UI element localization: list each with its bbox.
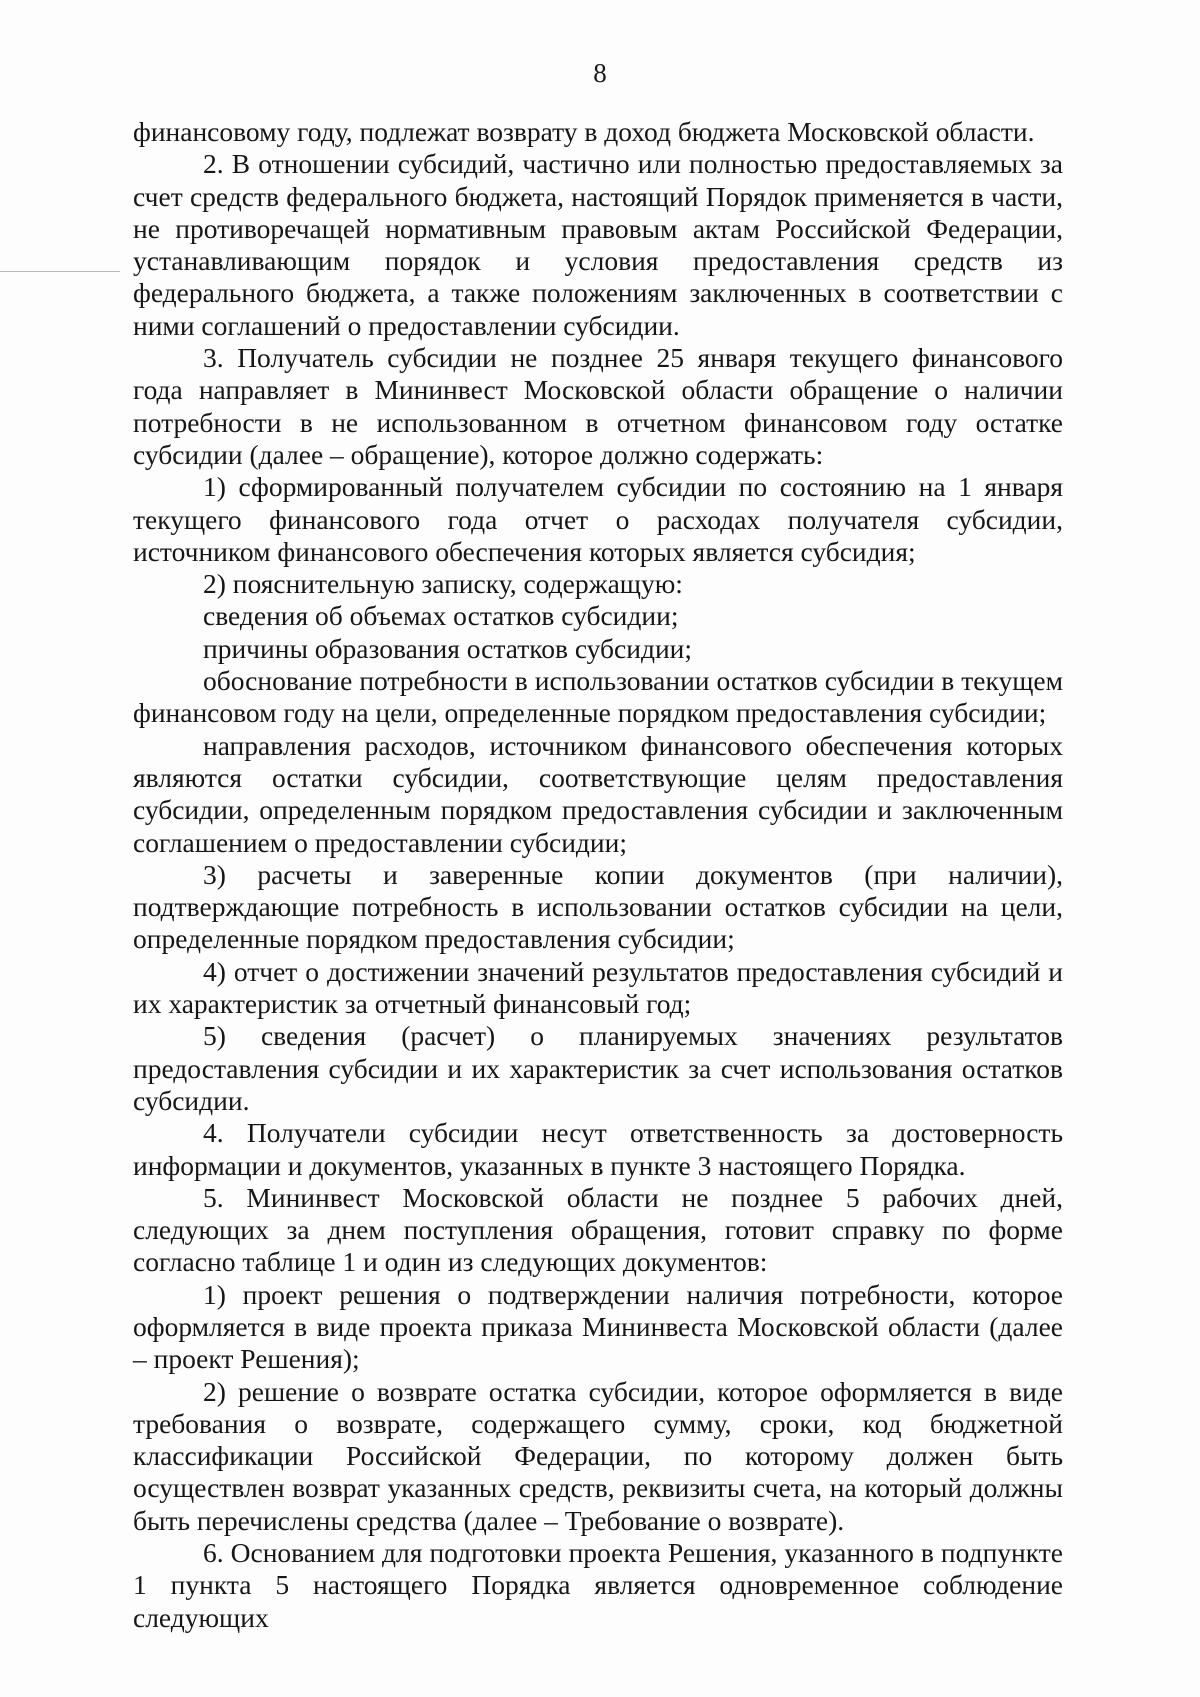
paragraph: 1) сформированный получателем субсидии по состоянию на 1 января текущего финансового года отчет о расходах получателя субсидии, источником финансового обеспечения которых является субсидия; bbox=[133, 471, 1063, 567]
paragraph: 5) сведения (расчет) о планируемых значениях результатов предоставления субсидии и их характеристик за счет использования остатков субсидии. bbox=[133, 1020, 1063, 1116]
paragraph: 6. Основанием для подготовки проекта Решения, указанного в подпункте 1 пункта 5 настоящего Порядка является одновременное соблюдение следующих bbox=[133, 1537, 1063, 1633]
scan-artifact-line bbox=[0, 271, 120, 272]
paragraph: 1) проект решения о подтверждении наличия потребности, которое оформляется в виде проекта приказа Мининвеста Московской области (далее – проект Решения); bbox=[133, 1278, 1063, 1375]
paragraph: сведения об объемах остатков субсидии; bbox=[203, 600, 679, 632]
paragraph: обоснование потребности в использовании остатков субсидии в текущем финансовом году на цели, определенные порядком предоставления субсидии; bbox=[133, 665, 1063, 729]
paragraph: причины образования остатков субсидии; bbox=[203, 632, 693, 664]
paragraph: 4. Получатели субсидии несут ответственность за достоверность информации и документов, указанных в пункте 3 настоящего Порядка. bbox=[133, 1117, 1063, 1181]
paragraph: направления расходов, источником финансового обеспечения которых являются остатки субсидии, соответствующие целям предоставления субсидии, определенным порядком предоставления субсидии и заключенным соглашением о предоставлении субсидии; bbox=[133, 729, 1063, 858]
paragraph: 3. Получатель субсидии не позднее 25 января текущего финансового года направляет в Мининвест Московской области обращение о наличии потребности в не использованном в отчетном финансовом году остатке субсидии (далее – обращение), которое должно содержать: bbox=[133, 342, 1063, 470]
paragraph: 3) расчеты и заверенные копии документов (при наличии), подтверждающие потребность в использовании остатков субсидии на цели, определенные порядком предоставления субсидии; bbox=[133, 858, 1063, 955]
paragraph: 4) отчет о достижении значений результатов предоставления субсидий и их характеристик за отчетный финансовый год; bbox=[133, 955, 1063, 1020]
paragraph: 2. В отношении субсидий, частично или полностью предоставляемых за счет средств федерального бюджета, настоящий Порядок применяется в части, не противоречащей нормативным правовым актам Российской Федерации, устанавливающим порядок и условия предоставления средств из федерального бюджета, а также положениям заключенных в соответствии с ними соглашений о предоставлении субсидии. bbox=[133, 148, 1063, 341]
paragraph: 5. Мининвест Московской области не позднее 5 рабочих дней, следующих за днем поступления обращения, готовит справку по форме согласно таблице 1 и один из следующих документов: bbox=[133, 1181, 1063, 1278]
document-body bbox=[133, 116, 1063, 1634]
paragraph: 2) пояснительную записку, содержащую: bbox=[203, 568, 683, 600]
paragraph: финансовому году, подлежат возврату в доход бюджета Московской области. bbox=[133, 116, 1035, 147]
paragraph: 2) решение о возврате остатка субсидии, которое оформляется в виде требования о возврате, содержащего сумму, сроки, код бюджетной классификации Российской Федерации, по которому должен быть осуществлен возврат указанных средств, реквизиты счета, на который должны быть перечислены средства (далее – Требование о возврате). bbox=[133, 1375, 1063, 1536]
page-number: 8 bbox=[593, 58, 607, 88]
